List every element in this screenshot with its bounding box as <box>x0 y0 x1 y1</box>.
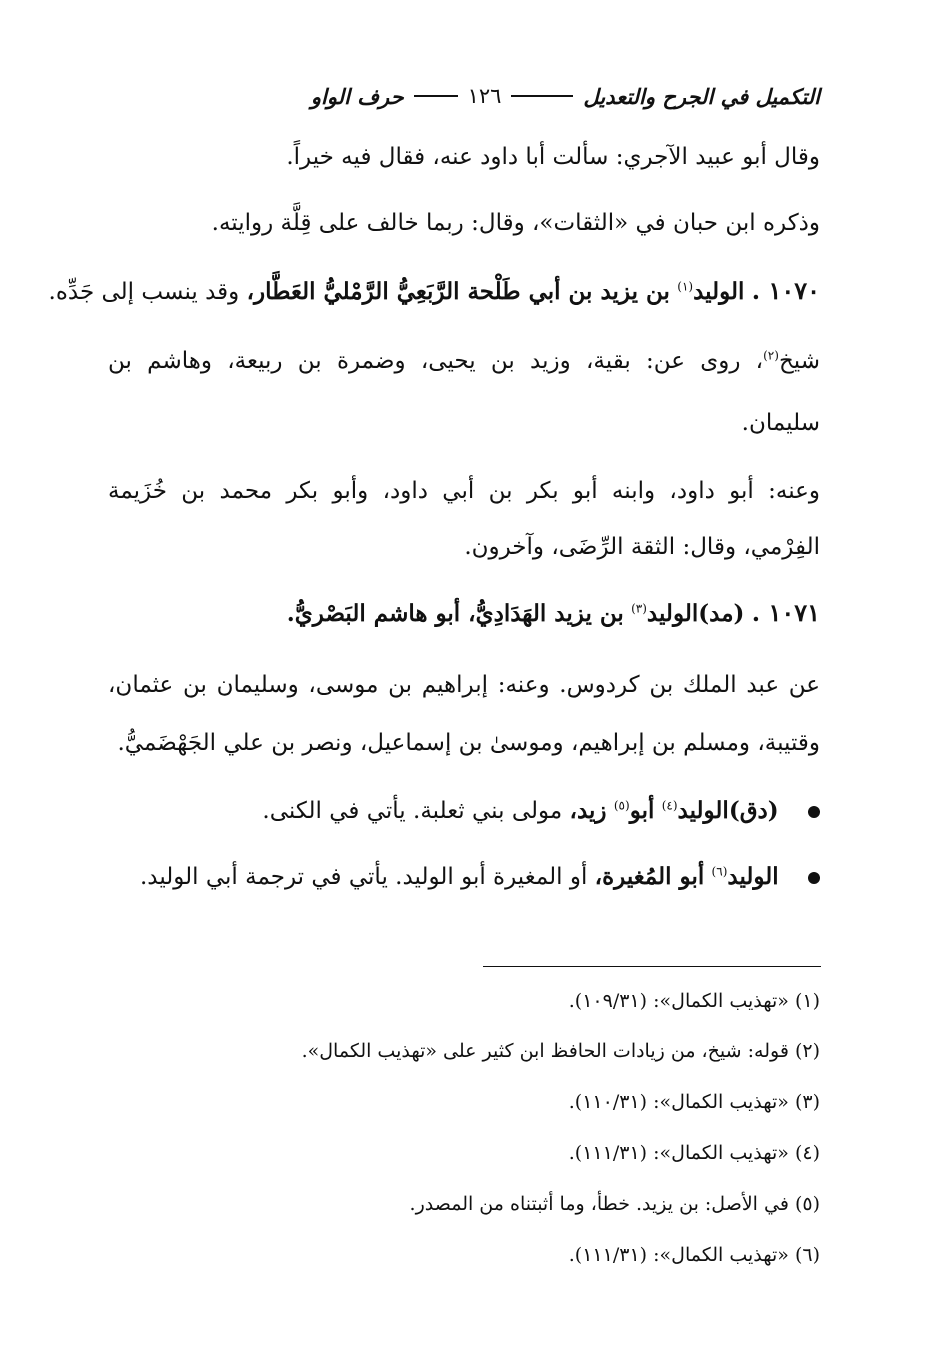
cross-reference-text: مولى بني ثعلبة. يأتي في الكنى. <box>262 798 563 824</box>
footnote: (٢) قوله: شيخ، من زيادات الحافظ ابن كثير على «تهذيب الكمال». <box>301 1040 820 1062</box>
footnote-ref: (٦) <box>711 864 728 879</box>
footnote-ref: (٤) <box>661 798 678 813</box>
text-line: الفِرْمي، وقال: الثقة الرِّضَى، وآخرون. <box>464 534 820 560</box>
text-line <box>108 344 820 378</box>
section-title: حرف الواو <box>310 83 404 109</box>
footnote-ref: (١) <box>677 279 694 294</box>
footnote-ref: (٢) <box>763 348 779 363</box>
footnote: (٣) «تهذيب الكمال»: (١١٠/٣١). <box>568 1091 820 1113</box>
text-line: عن عبد الملك بن كردوس. وعنه: إبراهيم بن موسى، وسليمان بن عثمان، <box>108 672 820 698</box>
entry-1070-heading <box>48 274 820 309</box>
cross-reference-item <box>108 794 820 828</box>
source-code: (دق) <box>728 797 779 824</box>
entry-number: ١٠٧١ . <box>751 598 820 627</box>
bullet-icon <box>808 806 820 818</box>
page-number: ١٢٦ <box>467 84 502 108</box>
kunya: زيد، <box>569 797 607 824</box>
text-line: وعنه: أبو داود، وابنه أبو بكر بن أبي داود، وأبو بكر محمد بن خُزَيمة <box>108 478 820 504</box>
header-dash <box>511 95 573 97</box>
kunya: أبو <box>629 797 655 824</box>
text-span: شيخ <box>778 348 820 374</box>
footnote: (٤) «تهذيب الكمال»: (١١١/٣١). <box>568 1142 820 1164</box>
source-code: (مد) <box>698 600 745 627</box>
footnote-divider <box>483 966 821 967</box>
entry-note: وقد ينسب إلى جَدِّه. <box>48 279 240 305</box>
footnote: (١) «تهذيب الكمال»: (١٠٩/٣١). <box>568 990 820 1012</box>
footnote: (٥) في الأصل: بن يزيد. خطأ، وما أثبتناه من المصدر. <box>409 1193 820 1215</box>
text-span: ، روى عن: بقية، وزيد بن يحيى، وضمرة بن ربيعة، وهاشم بن <box>108 348 764 374</box>
kunya: أبو المُغيرة، <box>594 863 705 890</box>
narrator-name: الوليد <box>727 863 779 890</box>
text-line: وقتيبة، ومسلم بن إبراهيم، وموسىٰ بن إسماعيل، ونصر بن علي الجَهْضَميُّ. <box>117 730 820 756</box>
book-title: التكميل في الجرح والتعديل <box>583 83 820 109</box>
cross-reference-item <box>108 860 820 894</box>
running-header <box>108 78 820 114</box>
text-line: سليمان. <box>741 410 820 436</box>
cross-reference-text: أو المغيرة أبو الوليد. يأتي في ترجمة أبي الوليد. <box>139 864 588 890</box>
narrator-name: الوليد <box>693 278 745 305</box>
header-dash <box>414 95 458 97</box>
footnote-ref: (٣) <box>631 601 647 616</box>
bullet-icon <box>808 872 820 884</box>
narrator-name: الوليد <box>646 600 699 627</box>
footnote: (٦) «تهذيب الكمال»: (١١١/٣١). <box>568 1244 820 1266</box>
footnote-ref: (٥) <box>613 798 630 813</box>
narrator-lineage: بن يزيد الهَدَادِيُّ، أبو هاشم البَصْريُّ. <box>286 600 624 627</box>
text-line: وقال أبو عبيد الآجري: سألت أبا داود عنه، فقال فيه خيراً. <box>286 144 820 170</box>
entry-1071-heading <box>108 596 820 631</box>
entry-number: ١٠٧٠ . <box>751 276 820 305</box>
narrator-name: الوليد <box>677 797 729 824</box>
narrator-lineage: بن يزيد بن أبي طَلْحة الرَّبَعِيُّ الرَّمْليُّ العَطَّار، <box>246 278 670 305</box>
text-line: وذكره ابن حبان في «الثقات»، وقال: ربما خالف على قِلَّة روايته. <box>211 210 820 236</box>
